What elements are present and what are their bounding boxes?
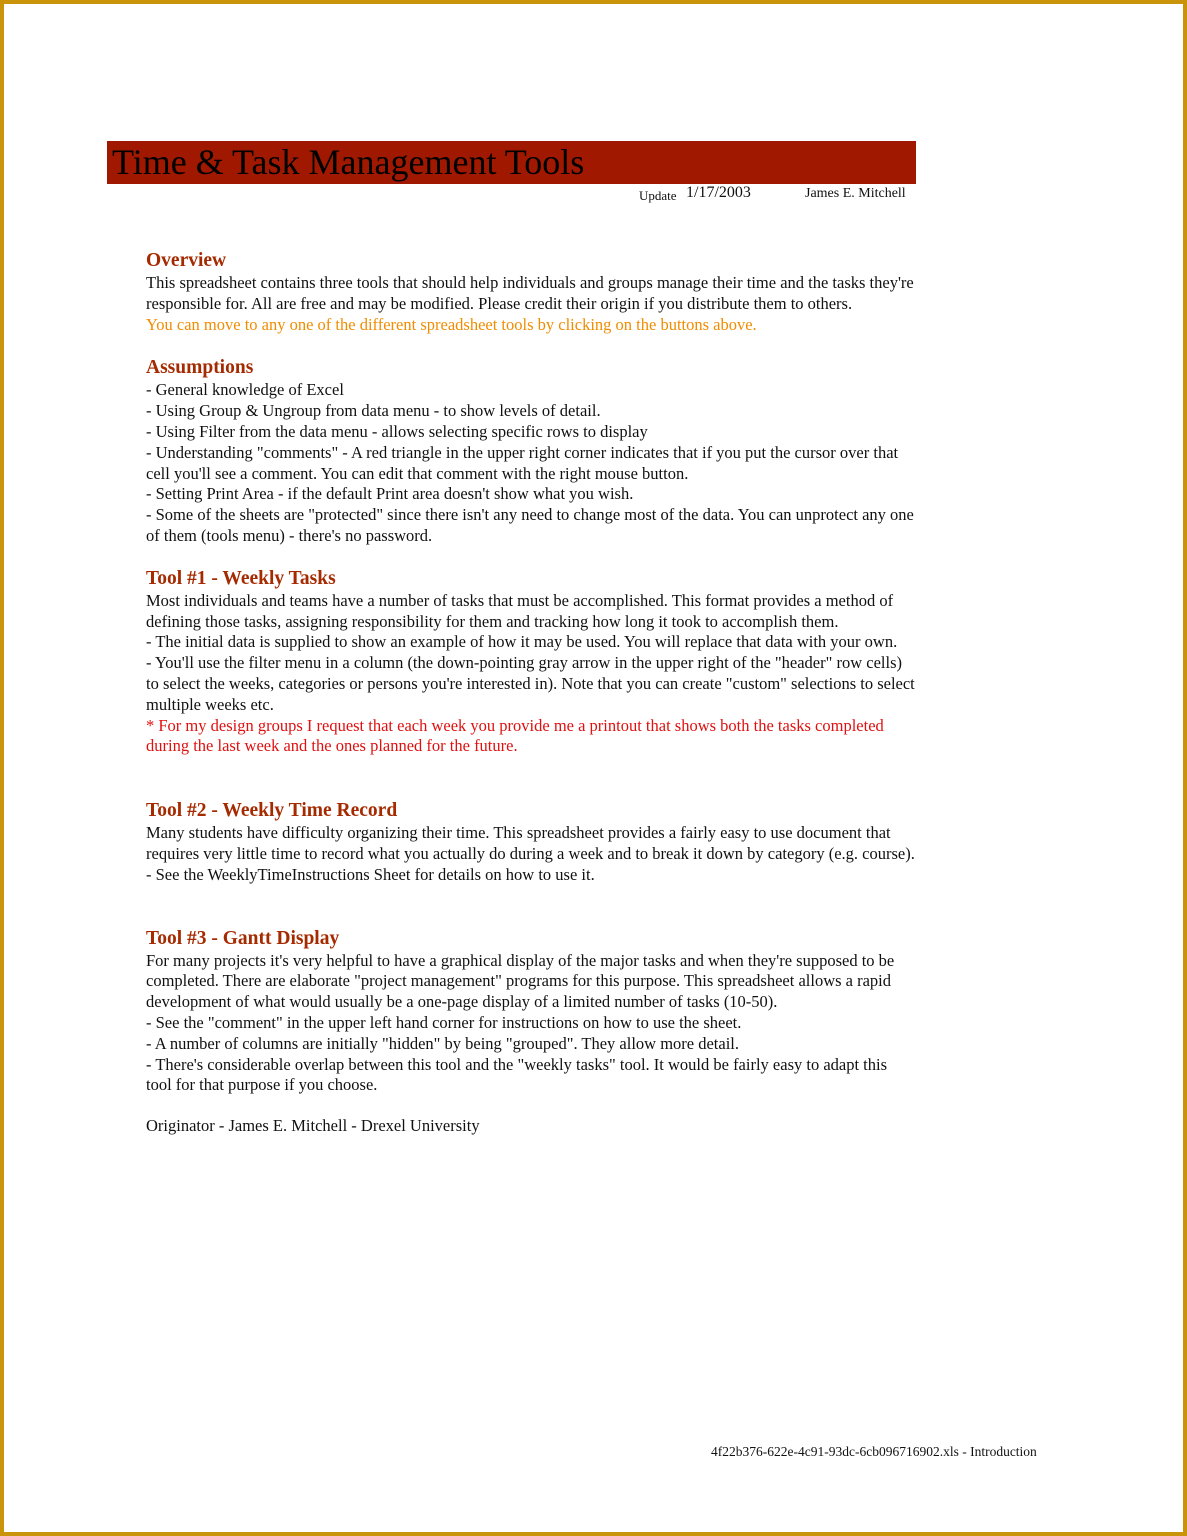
assumption-item: - Setting Print Area - if the default Print area doesn't show what you wish.: [146, 484, 634, 504]
tool1-section: [146, 567, 916, 757]
tool2-paragraph: Many students have difficulty organizing their time. This spreadsheet provides a fairly easy to use document that requires very little time to record what you actually do during a week and to break it down by category (e.g. course).: [146, 823, 915, 863]
tool2-heading: Tool #2 - Weekly Time Record: [146, 800, 398, 822]
assumptions-heading: Assumptions: [146, 357, 254, 379]
overview-navigation-note: You can move to any one of the different spreadsheet tools by clicking on the buttons above.: [146, 314, 757, 334]
page-footer: 4f22b376-622e-4c91-93dc-6cb096716902.xls - Introduction: [711, 1444, 1037, 1459]
tool3-paragraph: - See the "comment" in the upper left hand corner for instructions on how to use the sheet.: [146, 1012, 742, 1032]
tool3-heading: Tool #3 - Gantt Display: [146, 927, 340, 949]
tool1-paragraph: - The initial data is supplied to show an example of how it may be used. You will replace that data with your own.: [146, 632, 898, 652]
assumption-item: - Using Filter from the data menu - allows selecting specific rows to display: [146, 421, 648, 441]
assumption-item: - Some of the sheets are "protected" since there isn't any need to change most of the data. You can unprotect any one of them (tools menu) - there's no password.: [146, 505, 914, 545]
tool3-paragraph: - There's considerable overlap between this tool and the "weekly tasks" tool. It would be fairly easy to adapt this tool for that purpose if you choose.: [146, 1054, 888, 1095]
tool1-paragraph: - You'll use the filter menu in a column (the down-pointing gray arrow in the upper right of the "header" row cells) to select the weeks, categories or persons you're interested in). Note that you can create "custom" selections to select multiple weeks etc.: [146, 653, 915, 714]
tool2-section: [146, 799, 916, 885]
update-date: 1/17/2003: [686, 184, 751, 201]
assumption-item: - Using Group & Ungroup from data menu - to show levels of detail.: [146, 401, 601, 421]
overview-section: [146, 249, 916, 335]
assumptions-section: [146, 356, 916, 546]
update-label: Update: [639, 188, 677, 203]
assumption-item: - Understanding "comments" - A red triangle in the upper right corner indicates that if you put the cursor over that cell you'll see a comment. You can edit that comment with the right mouse button.: [146, 442, 899, 483]
assumption-item: - General knowledge of Excel: [146, 380, 344, 400]
update-info: [639, 184, 919, 204]
title-banner: [107, 141, 916, 184]
tool1-paragraph: Most individuals and teams have a number of tasks that must be accomplished. This format provides a method of defining those tasks, assigning responsibility for them and tracking how long it took to accomplish them.: [146, 590, 894, 631]
page-title: Time & Task Management Tools: [112, 142, 585, 182]
author-name: James E. Mitchell: [805, 186, 906, 201]
tool1-heading: Tool #1 - Weekly Tasks: [146, 567, 336, 589]
tool1-design-group-note: * For my design groups I request that each week you provide me a printout that shows both the tasks completed during the last week and the ones planned for the future.: [146, 715, 884, 756]
tool3-paragraph: For many projects it's very helpful to have a graphical display of the major tasks and when they're supposed to be completed. There are elaborate "project management" programs for this purpose. This spreadsheet allows a rapid development of what would usually be a one-page display of a limited number of tasks (10-50).: [146, 950, 895, 1012]
overview-text: This spreadsheet contains three tools that should help individuals and groups manage their time and the tasks they're responsible for. All are free and may be modified. Please credit their origin if you distribute them to others.: [146, 273, 914, 313]
document-body: [146, 249, 916, 1137]
tool2-paragraph: - See the WeeklyTimeInstructions Sheet for details on how to use it.: [146, 864, 595, 884]
originator-line: Originator - James E. Mitchell - Drexel University: [146, 1116, 480, 1136]
tool3-paragraph: - A number of columns are initially "hidden" by being "grouped". They allow more detail.: [146, 1033, 740, 1053]
overview-heading: Overview: [146, 250, 227, 271]
tool3-section: [146, 927, 916, 1097]
